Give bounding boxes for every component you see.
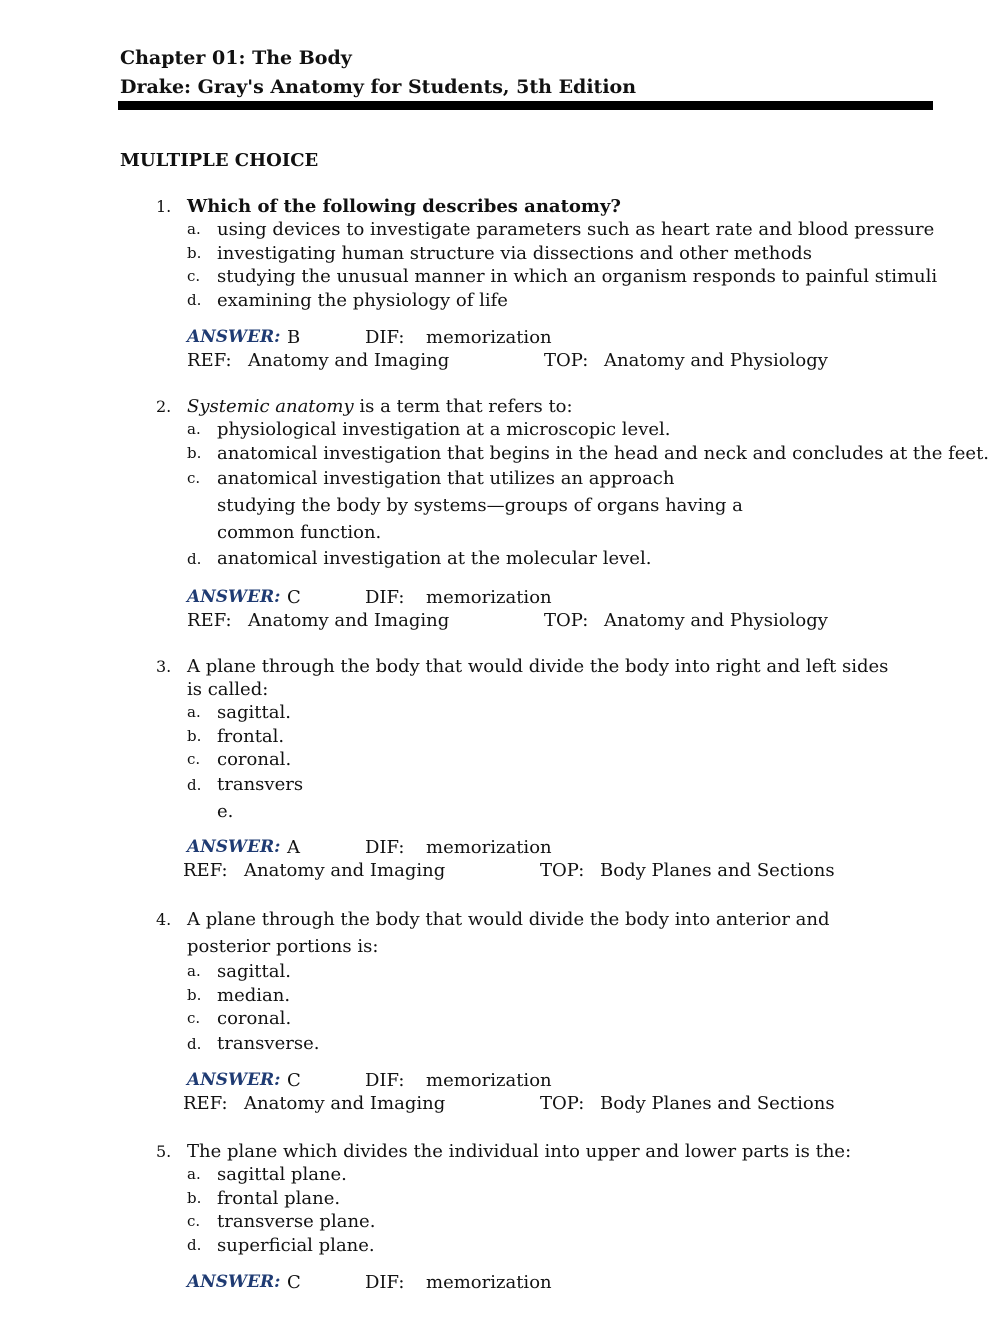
choice-d <box>156 1234 956 1258</box>
answer-row <box>187 1271 956 1294</box>
ref-value: Anatomy and Imaging <box>244 1092 446 1114</box>
top-label: TOP: <box>540 1092 585 1114</box>
choice-c <box>156 1210 956 1234</box>
choice-letter: b. <box>187 243 202 262</box>
answer-row <box>187 1069 956 1092</box>
question-stem <box>156 906 852 960</box>
answer-block <box>156 1271 956 1294</box>
choice-text: using devices to investigate parameters such as heart rate and blood pressure <box>217 219 935 240</box>
question-2 <box>156 395 990 632</box>
choice-b <box>156 242 956 266</box>
question-stem <box>156 395 956 418</box>
choice-list <box>156 960 956 1057</box>
choice-text: transverse. <box>217 1032 320 1054</box>
choice-letter: c. <box>187 1212 201 1230</box>
dif-value: memorization <box>426 587 552 608</box>
choice-text: coronal. <box>217 749 292 770</box>
choice-letter: d. <box>187 1235 202 1254</box>
question-number: 3. <box>156 657 172 676</box>
answer-label: ANSWER: <box>187 587 281 607</box>
choice-text: studying the unusual manner in which an organism responds to painful stimuli <box>217 266 938 287</box>
choice-text: frontal plane. <box>217 1187 341 1209</box>
ref-label: REF: <box>183 1092 228 1114</box>
answer-value: C <box>287 1272 301 1293</box>
answer-value: A <box>287 836 300 858</box>
dif-label: DIF: <box>365 587 405 608</box>
choice-text: frontal. <box>217 725 285 747</box>
top-value: Anatomy and Physiology <box>604 610 828 631</box>
choice-letter: c. <box>187 1009 201 1027</box>
dif-label: DIF: <box>365 836 405 858</box>
question-5 <box>156 1140 956 1294</box>
question-number: 1. <box>156 197 172 216</box>
choice-text: transverse plane. <box>217 1211 376 1232</box>
ref-label: REF: <box>183 859 228 881</box>
choice-letter: a. <box>187 420 201 438</box>
dif-value: memorization <box>426 1272 552 1293</box>
question-number: 4. <box>156 910 172 929</box>
choice-letter: a. <box>187 703 201 721</box>
choice-d <box>156 1031 956 1057</box>
choice-c <box>156 265 956 289</box>
choice-d <box>156 289 956 313</box>
choice-letter: b. <box>187 985 202 1004</box>
choice-text: superficial plane. <box>217 1234 375 1256</box>
choice-text: median. <box>217 984 291 1006</box>
question-3 <box>156 655 956 882</box>
choice-list <box>156 1163 956 1257</box>
top-label: TOP: <box>544 350 589 371</box>
choice-letter: a. <box>187 1165 201 1183</box>
reference-row <box>183 1092 956 1115</box>
question-stem <box>156 1140 956 1163</box>
question-term: Systemic anatomy <box>187 396 354 417</box>
answer-label: ANSWER: <box>187 1272 281 1292</box>
choice-text: investigating human structure via dissections and other methods <box>217 242 812 264</box>
question-number: 5. <box>156 1142 172 1161</box>
answer-row <box>187 586 956 609</box>
choice-letter: a. <box>187 220 201 238</box>
choice-a <box>156 1163 956 1187</box>
dif-label: DIF: <box>365 1272 405 1293</box>
header-divider <box>118 101 933 110</box>
question-text: is a term that refers to: <box>353 396 573 417</box>
question-stem <box>156 195 956 218</box>
choice-letter: d. <box>187 1034 202 1053</box>
choice-text: sagittal. <box>217 702 291 723</box>
question-stem <box>156 655 907 701</box>
choice-b <box>156 984 956 1008</box>
answer-block <box>156 586 956 632</box>
choice-list <box>156 218 956 312</box>
choice-b <box>156 1187 956 1211</box>
top-value: Body Planes and Sections <box>600 1092 835 1114</box>
choice-text: anatomical investigation that utilizes an approach studying the body by systems—groups of organs having a common function. <box>217 468 743 543</box>
ref-value: Anatomy and Imaging <box>248 350 450 371</box>
reference-row <box>187 609 956 632</box>
choice-letter: c. <box>187 469 201 487</box>
reference-row <box>183 859 956 882</box>
answer-row <box>187 836 956 859</box>
page-header <box>120 44 933 102</box>
answer-value: C <box>287 1069 301 1091</box>
choice-text: sagittal plane. <box>217 1164 347 1185</box>
ref-value: Anatomy and Imaging <box>244 859 446 881</box>
question-4 <box>156 906 956 1115</box>
answer-label: ANSWER: <box>187 1069 281 1090</box>
answer-block <box>156 1069 956 1115</box>
question-1 <box>156 195 956 372</box>
chapter-title: Chapter 01: The Body <box>120 47 352 69</box>
answer-value: C <box>287 587 301 608</box>
choice-letter: b. <box>187 726 202 745</box>
choice-text: physiological investigation at a microscopic level. <box>217 419 671 440</box>
question-text: Which of the following describes anatomy? <box>187 196 621 217</box>
dif-label: DIF: <box>365 327 405 348</box>
top-value: Body Planes and Sections <box>600 859 835 881</box>
choice-text: anatomical investigation that begins in the head and neck and concludes at the feet. <box>217 442 990 464</box>
choice-d <box>156 546 956 572</box>
choice-d <box>156 772 956 798</box>
top-value: Anatomy and Physiology <box>604 350 828 371</box>
answer-row <box>187 326 956 349</box>
choice-c <box>156 465 757 546</box>
choice-letter: b. <box>187 1188 202 1207</box>
choice-a <box>156 218 956 242</box>
choice-letter: d. <box>187 775 202 794</box>
choice-letter: c. <box>187 750 201 768</box>
section-heading: MULTIPLE CHOICE <box>120 150 319 171</box>
reference-row <box>187 349 956 372</box>
choice-letter: d. <box>187 290 202 309</box>
top-label: TOP: <box>540 859 585 881</box>
answer-label: ANSWER: <box>187 327 281 347</box>
choice-text: anatomical investigation at the molecular level. <box>217 548 652 569</box>
ref-label: REF: <box>187 610 232 631</box>
choice-a <box>156 960 956 984</box>
choice-letter: d. <box>187 550 202 568</box>
question-number: 2. <box>156 397 172 416</box>
question-text: A plane through the body that would divide the body into anterior and posterior portions is: <box>187 909 830 957</box>
question-text: A plane through the body that would divide the body into right and left sides is called: <box>187 656 889 700</box>
choice-letter: a. <box>187 962 201 980</box>
choice-continuation: e. <box>217 800 234 822</box>
choice-b <box>156 725 956 749</box>
choice-letter: b. <box>187 443 202 462</box>
dif-value: memorization <box>426 836 552 858</box>
answer-block <box>156 326 956 372</box>
choice-letter: c. <box>187 267 201 285</box>
choice-c <box>156 748 956 772</box>
choice-text: transvers <box>217 773 304 795</box>
choice-text: sagittal. <box>217 961 291 982</box>
ref-label: REF: <box>187 350 232 371</box>
dif-value: memorization <box>426 1069 552 1091</box>
answer-label: ANSWER: <box>187 836 281 857</box>
answer-value: B <box>287 327 301 348</box>
question-text: The plane which divides the individual into upper and lower parts is the: <box>187 1141 852 1162</box>
ref-value: Anatomy and Imaging <box>248 610 450 631</box>
choice-text: coronal. <box>217 1008 292 1029</box>
choice-a <box>156 418 956 442</box>
choice-a <box>156 701 956 725</box>
choice-b <box>156 442 990 466</box>
choice-list <box>156 701 956 798</box>
choice-c <box>156 1007 956 1031</box>
answer-block <box>156 836 956 882</box>
choice-list <box>156 418 990 572</box>
book-title: Drake: Gray's Anatomy for Students, 5th Edition <box>120 76 637 98</box>
top-label: TOP: <box>544 610 589 631</box>
dif-value: memorization <box>426 327 552 348</box>
dif-label: DIF: <box>365 1069 405 1091</box>
choice-text: examining the physiology of life <box>217 289 508 311</box>
